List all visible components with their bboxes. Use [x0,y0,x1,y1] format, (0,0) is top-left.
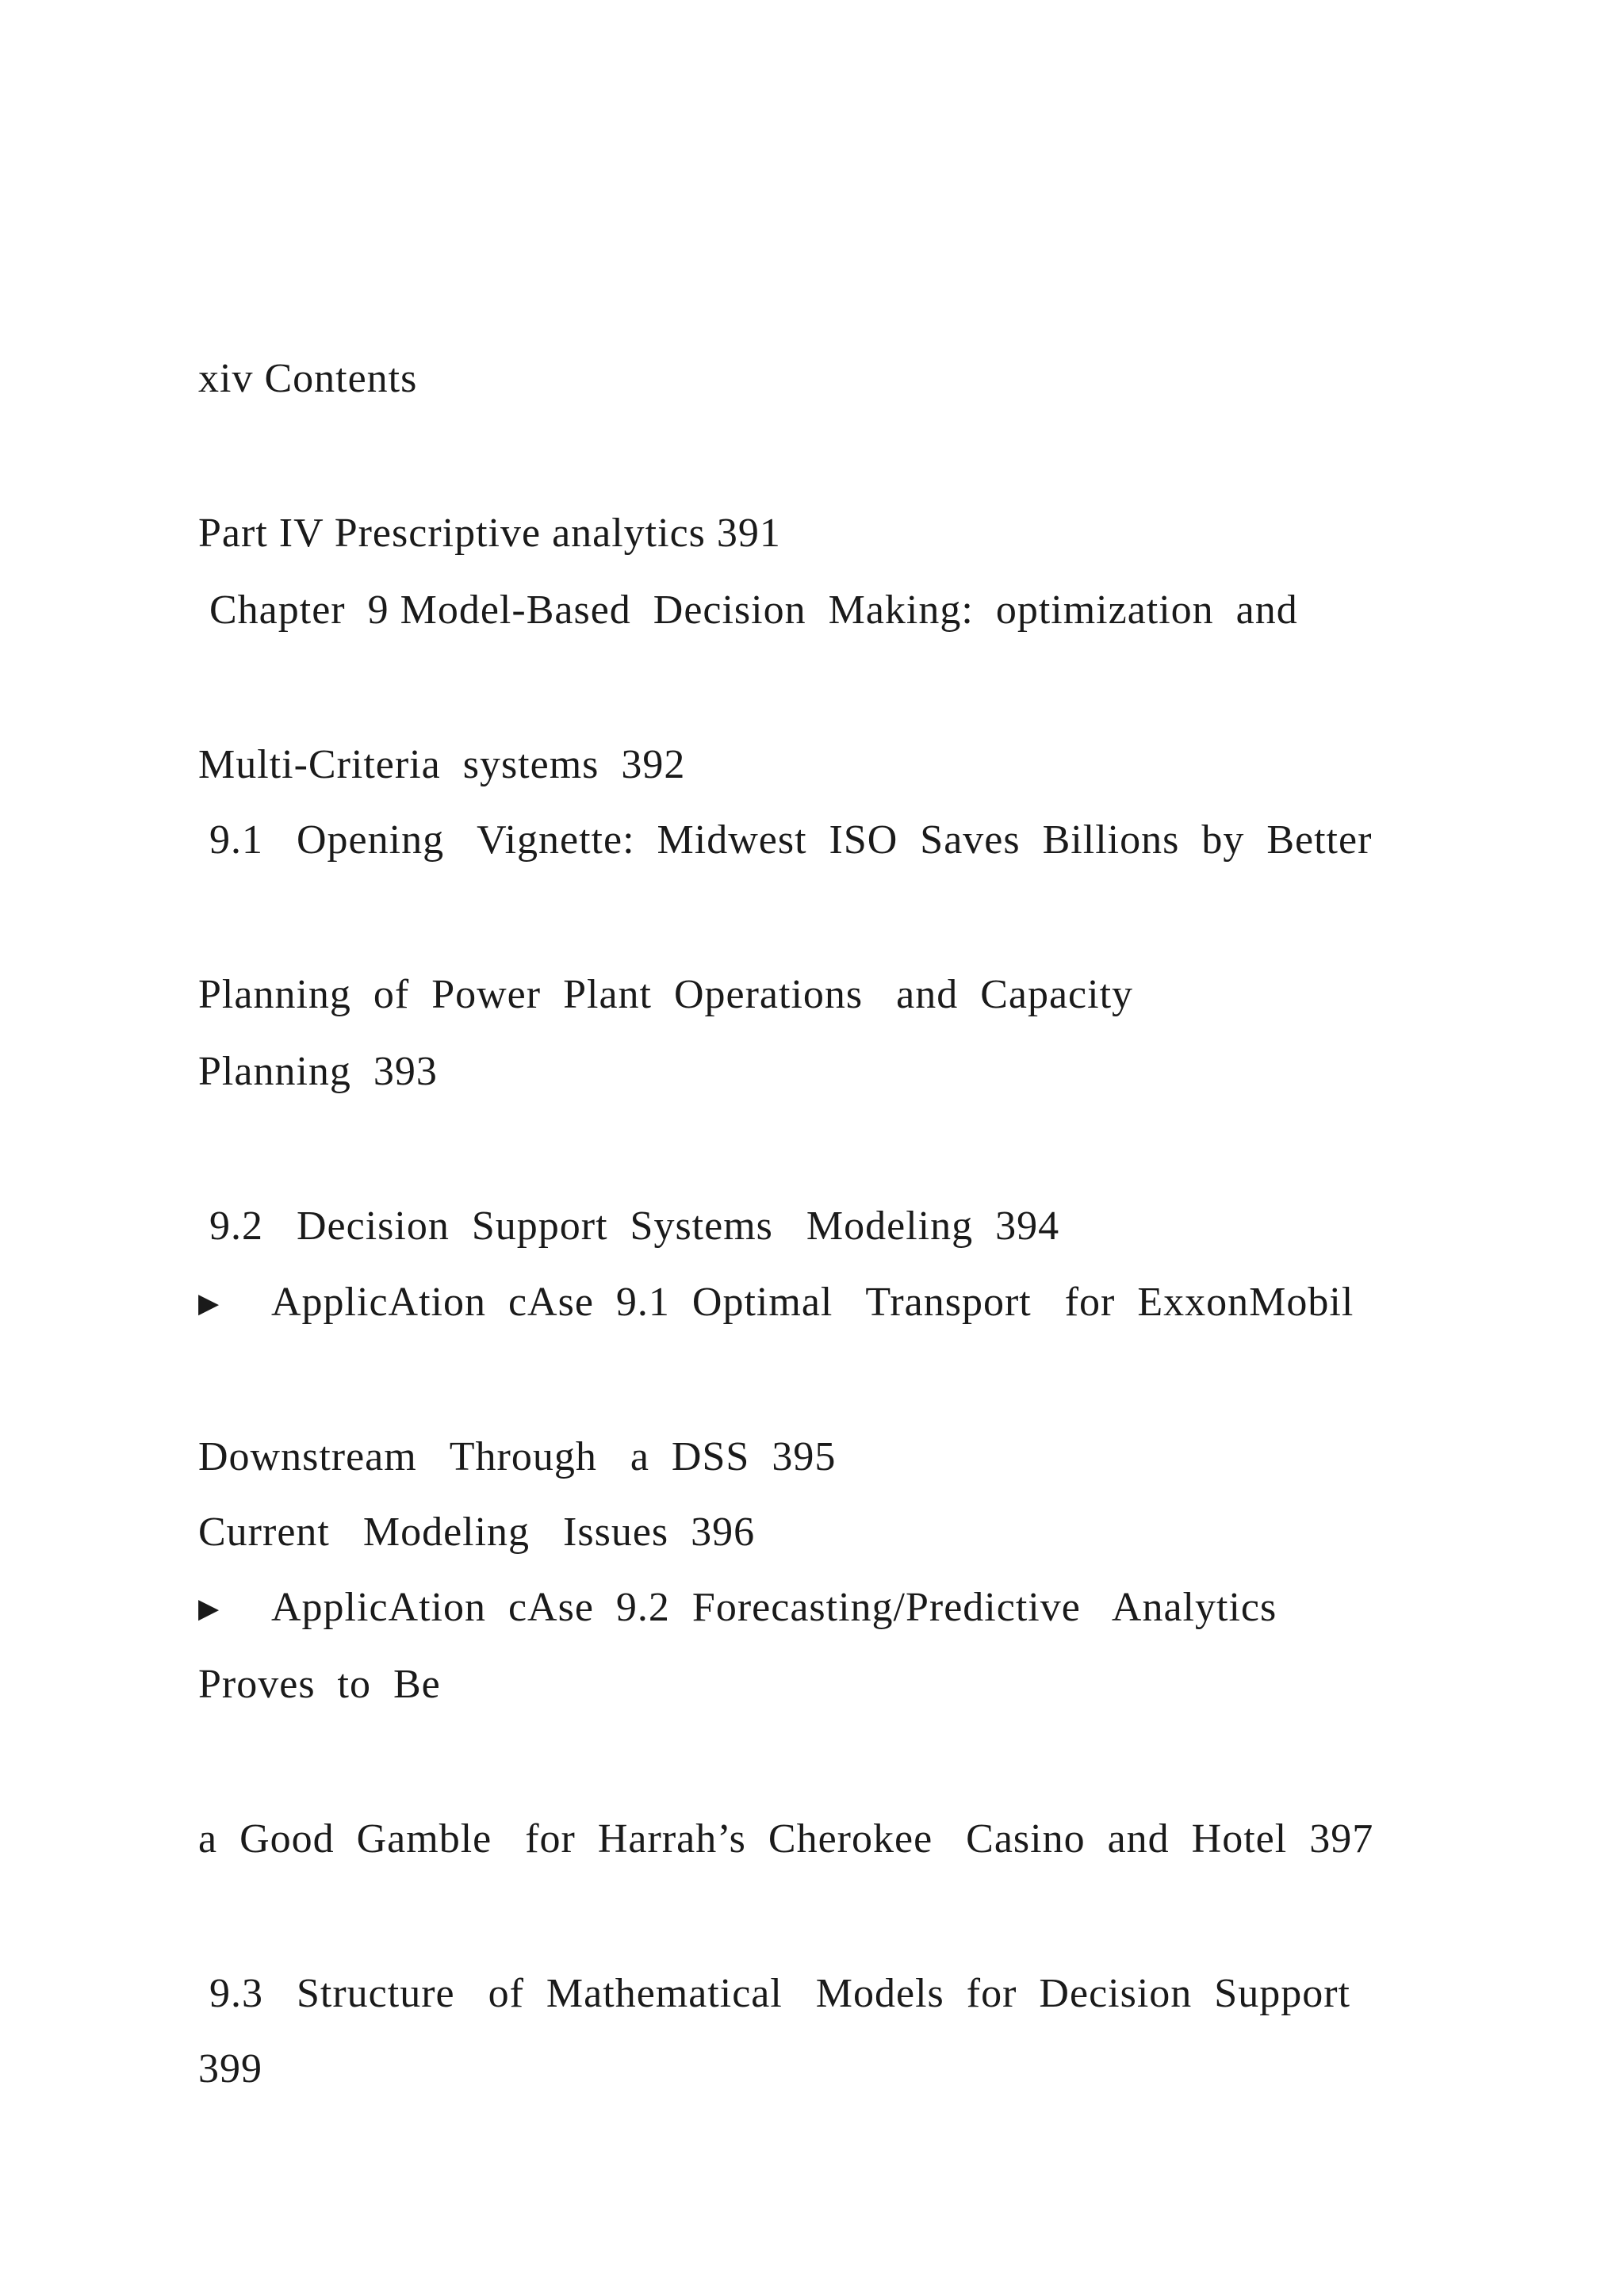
toc-section-9-3: 9.3 Structure of Mathematical Models for Decision Support [198,1971,1350,2016]
toc-application-case-9-1 [198,1279,1354,1328]
toc-chapter-title: Chapter 9 Model-Based Decision Making: optimization and [198,587,1298,633]
toc-current-modeling-issues: Current Modeling Issues 396 [198,1510,756,1555]
application-case-label: ApplicAtion cAse 9.2 Forecasting/Predictive Analytics [271,1585,1277,1630]
toc-section-9-1-page: Planning 393 [198,1049,438,1094]
toc-section-9-1: 9.1 Opening Vignette: Midwest ISO Saves Billions by Better [198,817,1373,863]
toc-section-9-1-continued: Planning of Power Plant Operations and Capacity [198,972,1134,1017]
running-head: xiv Contents [198,356,418,401]
toc-application-case-9-2-page: a Good Gamble for Harrah’s Cherokee Casino and Hotel 397 [198,1816,1374,1862]
toc-application-case-9-2 [198,1584,1277,1633]
application-case-label: ApplicAtion cAse 9.1 Optimal Transport for ExxonMobil [271,1280,1354,1325]
triangle-bullet-icon: ▶ [198,1594,220,1624]
toc-section-9-2: 9.2 Decision Support Systems Modeling 394 [198,1203,1060,1249]
toc-section-9-3-page: 399 [198,2046,262,2091]
toc-part-entry: Part IV Prescriptive analytics 391 [198,511,781,556]
toc-application-case-9-2-continued: Proves to Be [198,1662,441,1707]
toc-application-case-9-1-continued: Downstream Through a DSS 395 [198,1434,837,1479]
triangle-bullet-icon: ▶ [198,1289,220,1318]
toc-chapter-title-continued: Multi-Criteria systems 392 [198,742,686,787]
